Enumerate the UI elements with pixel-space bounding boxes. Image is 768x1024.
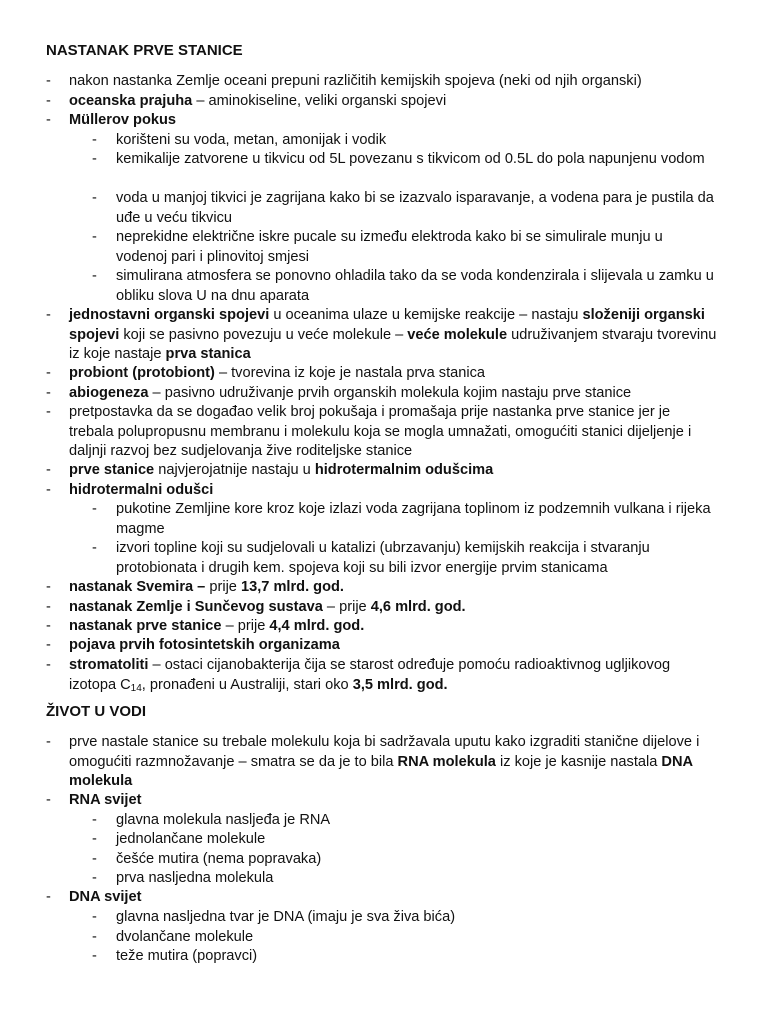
text-run: dvolančane molekule bbox=[116, 929, 254, 945]
text-run: – prije bbox=[322, 599, 371, 615]
text-run: pretpostavka da se događao velik broj pokušaja i promašaja prije nastanka prve stanice jer je trebala polupropusnu membranu i molekulu koja se mogla umnažati, omogućiti stanici dijeljenje i daljnji razvoj bez sudjelovanja žive roditeljske stanice bbox=[69, 404, 692, 459]
bullet-dash: - bbox=[92, 151, 97, 167]
text-run: korišteni su voda, metan, amonijak i vodik bbox=[116, 132, 387, 148]
text-run: – prije bbox=[221, 618, 270, 634]
sub-bullet-item bbox=[92, 539, 716, 578]
text-run: prije bbox=[205, 579, 241, 595]
text-run: – tvorevina iz koje je nastala prva stanica bbox=[214, 365, 486, 381]
bullet-item bbox=[46, 598, 717, 618]
bold-text: RNA molekula bbox=[397, 753, 496, 770]
bold-text: hidrotermalni odušci bbox=[69, 482, 214, 498]
bold-text: DNA svijet bbox=[69, 889, 142, 905]
bullet-dash: - bbox=[46, 599, 51, 615]
bullet-dash: - bbox=[92, 870, 97, 886]
text-run: udruživanjem stvaraju tvorevinu iz koje nastaje bbox=[69, 326, 717, 362]
text-run: jednolančane molekule bbox=[116, 831, 266, 847]
bullet-dash: - bbox=[92, 540, 97, 556]
text-run: u oceanima ulaze u kemijske reakcije – nastaju bbox=[269, 307, 583, 323]
bullet-dash: - bbox=[92, 132, 97, 148]
sub-bullet-item bbox=[92, 150, 716, 170]
bullet-item bbox=[46, 384, 717, 404]
bullet-dash: - bbox=[92, 501, 97, 517]
bullet-dash: - bbox=[46, 579, 51, 595]
bold-text: oceanska prajuha bbox=[69, 93, 193, 109]
text-run: iz koje je kasnije nastala bbox=[495, 753, 662, 770]
sub-bullet-item bbox=[92, 850, 716, 870]
bullet-dash: - bbox=[46, 385, 51, 401]
bullet-dash: - bbox=[92, 948, 97, 964]
bullet-dash: - bbox=[92, 831, 97, 847]
bullet-dash: - bbox=[46, 889, 51, 905]
text-run: pukotine Zemljine kore kroz koje izlazi voda zagrijana toplinom iz podzemnih vulkana i rijeka magme bbox=[116, 501, 711, 537]
bullet-item bbox=[46, 733, 717, 792]
sub-bullet-item bbox=[92, 189, 716, 228]
bullet-dash: - bbox=[46, 657, 51, 673]
text-run: kemikalije zatvorene u tikvicu od 5L povezanu s tikvicom od 0.5L do pola napunjenu vodom bbox=[116, 151, 705, 167]
bullet-dash: - bbox=[92, 190, 97, 206]
bullet-dash: - bbox=[46, 462, 51, 478]
bullet-dash: - bbox=[92, 851, 97, 867]
bullet-dash: - bbox=[46, 93, 51, 109]
bullet-item bbox=[46, 364, 717, 384]
text-run: izvori topline koji su sudjelovali u katalizi (ubrzavanju) kemijskih reakcija i stvaranju protobionata i drugih kem. spojeva koji su bili izvor energije prvim stanicama bbox=[116, 540, 650, 576]
bullet-item bbox=[46, 636, 717, 656]
subscript-text: 14 bbox=[130, 682, 142, 694]
bullet-dash: - bbox=[46, 734, 51, 750]
bullet-dash: - bbox=[46, 404, 51, 420]
sub-bullet-item bbox=[92, 500, 716, 539]
bullet-dash: - bbox=[46, 365, 51, 381]
bullet-item bbox=[46, 111, 717, 131]
bold-text: jednostavni organski spojevi bbox=[69, 307, 270, 323]
bold-text: DNA molekula bbox=[69, 753, 693, 789]
bold-text: prve stanice bbox=[69, 462, 155, 478]
section-title-zivot-u-vodi: ŽIVOT U VODI bbox=[46, 703, 147, 720]
bold-text: nastanak Svemira – bbox=[69, 579, 206, 595]
bullet-dash: - bbox=[46, 637, 51, 653]
bullet-item bbox=[46, 791, 717, 811]
bold-text: pojava prvih fotosintetskih organizama bbox=[69, 637, 340, 653]
bold-text: prva stanica bbox=[165, 346, 251, 362]
bold-text: 4,4 mlrd. god. bbox=[269, 618, 365, 634]
bullet-item bbox=[46, 481, 717, 501]
bold-text: abiogeneza bbox=[69, 385, 149, 401]
bullet-dash: - bbox=[46, 482, 51, 498]
sub-bullet-item bbox=[92, 228, 716, 267]
bullet-item bbox=[46, 888, 717, 908]
sub-bullet-item bbox=[92, 928, 716, 948]
bullet-item bbox=[46, 403, 717, 462]
bold-text: Müllerov pokus bbox=[69, 112, 177, 128]
bullet-item bbox=[46, 578, 717, 598]
text-run: češće mutira (nema popravaka) bbox=[116, 851, 322, 867]
text-run: prve nastale stanice su trebale molekulu koja bi sadržavala uputu kako izgraditi stanične dijelove i omogućiti razmnožavanje – smatra se da je to bila bbox=[69, 734, 700, 770]
bold-text: probiont (protobiont) bbox=[69, 365, 215, 381]
sub-bullet-item bbox=[92, 908, 716, 928]
bullet-dash: - bbox=[46, 112, 51, 128]
sub-bullet-item bbox=[92, 830, 716, 850]
bullet-dash: - bbox=[92, 909, 97, 925]
bullet-dash: - bbox=[46, 792, 51, 808]
bullet-dash: - bbox=[46, 618, 51, 634]
bullet-dash: - bbox=[92, 268, 97, 284]
bold-text: nastanak prve stanice bbox=[69, 618, 222, 634]
bold-text: 4,6 mlrd. god. bbox=[370, 599, 466, 615]
bullet-dash: - bbox=[46, 307, 51, 323]
sub-bullet-item bbox=[92, 811, 716, 831]
bold-text: hidrotermalnim odušcima bbox=[314, 462, 494, 478]
bold-text: stromatoliti bbox=[69, 657, 149, 673]
text-run: glavna molekula nasljeđa je RNA bbox=[116, 812, 331, 828]
bullet-item bbox=[46, 306, 717, 365]
sub-bullet-item bbox=[92, 267, 716, 306]
section-title-nastanak-prve-stanice: NASTANAK PRVE STANICE bbox=[46, 42, 243, 59]
text-run: prva nasljedna molekula bbox=[116, 870, 274, 886]
bullet-dash: - bbox=[92, 229, 97, 245]
bullet-dash: - bbox=[46, 73, 51, 89]
bold-text: 3,5 mlrd. god. bbox=[352, 676, 448, 693]
text-run: najvjerojatnije nastaju u bbox=[154, 462, 315, 478]
text-run: teže mutira (popravci) bbox=[116, 948, 258, 964]
bold-text: RNA svijet bbox=[69, 792, 142, 808]
text-run: voda u manjoj tikvici je zagrijana kako bi se izazvalo isparavanje, a vodena para je pustila da uđe u veću tikvicu bbox=[116, 190, 714, 226]
text-run: nakon nastanka Zemlje oceani prepuni različitih kemijskih spojeva (neki od njih organski) bbox=[69, 73, 642, 89]
bullet-item bbox=[46, 72, 717, 92]
text-run: simulirana atmosfera se ponovno ohladila tako da se voda kondenzirala i slijevala u zamku u obliku slova U na dnu aparata bbox=[116, 268, 714, 304]
bullet-item bbox=[46, 461, 717, 481]
bold-text: nastanak Zemlje i Sunčevog sustava bbox=[69, 599, 323, 615]
sub-bullet-item bbox=[92, 131, 716, 151]
bullet-item bbox=[46, 656, 717, 695]
bullet-dash: - bbox=[92, 812, 97, 828]
bullet-dash: - bbox=[92, 929, 97, 945]
sub-bullet-item bbox=[92, 869, 716, 889]
sub-bullet-item bbox=[92, 947, 716, 967]
text-run: neprekidne električne iskre pucale su između elektroda kako bi se simulirale munju u vodenoj pari i plinovitoj smjesi bbox=[116, 229, 663, 265]
text-run: – pasivno udruživanje prvih organskih molekula kojim nastaju prve stanice bbox=[148, 385, 632, 401]
bold-text: složeniji organski spojevi bbox=[69, 307, 705, 343]
text-run: – ostaci cijanobakterija čija se starost određuje pomoću radioaktivnog ugljikovog izotopa C bbox=[69, 657, 671, 693]
text-run: , pronađeni u Australiji, stari oko bbox=[141, 676, 353, 693]
text-run: – aminokiseline, veliki organski spojevi bbox=[192, 93, 447, 109]
text-run: koji se pasivno povezuju u veće molekule – bbox=[119, 326, 408, 343]
bold-text: 13,7 mlrd. god. bbox=[240, 579, 344, 595]
text-run: glavna nasljedna tvar je DNA (imaju je sva živa bića) bbox=[116, 909, 456, 925]
bold-text: veće molekule bbox=[407, 326, 508, 343]
bullet-item bbox=[46, 92, 717, 112]
bullet-item bbox=[46, 617, 717, 637]
